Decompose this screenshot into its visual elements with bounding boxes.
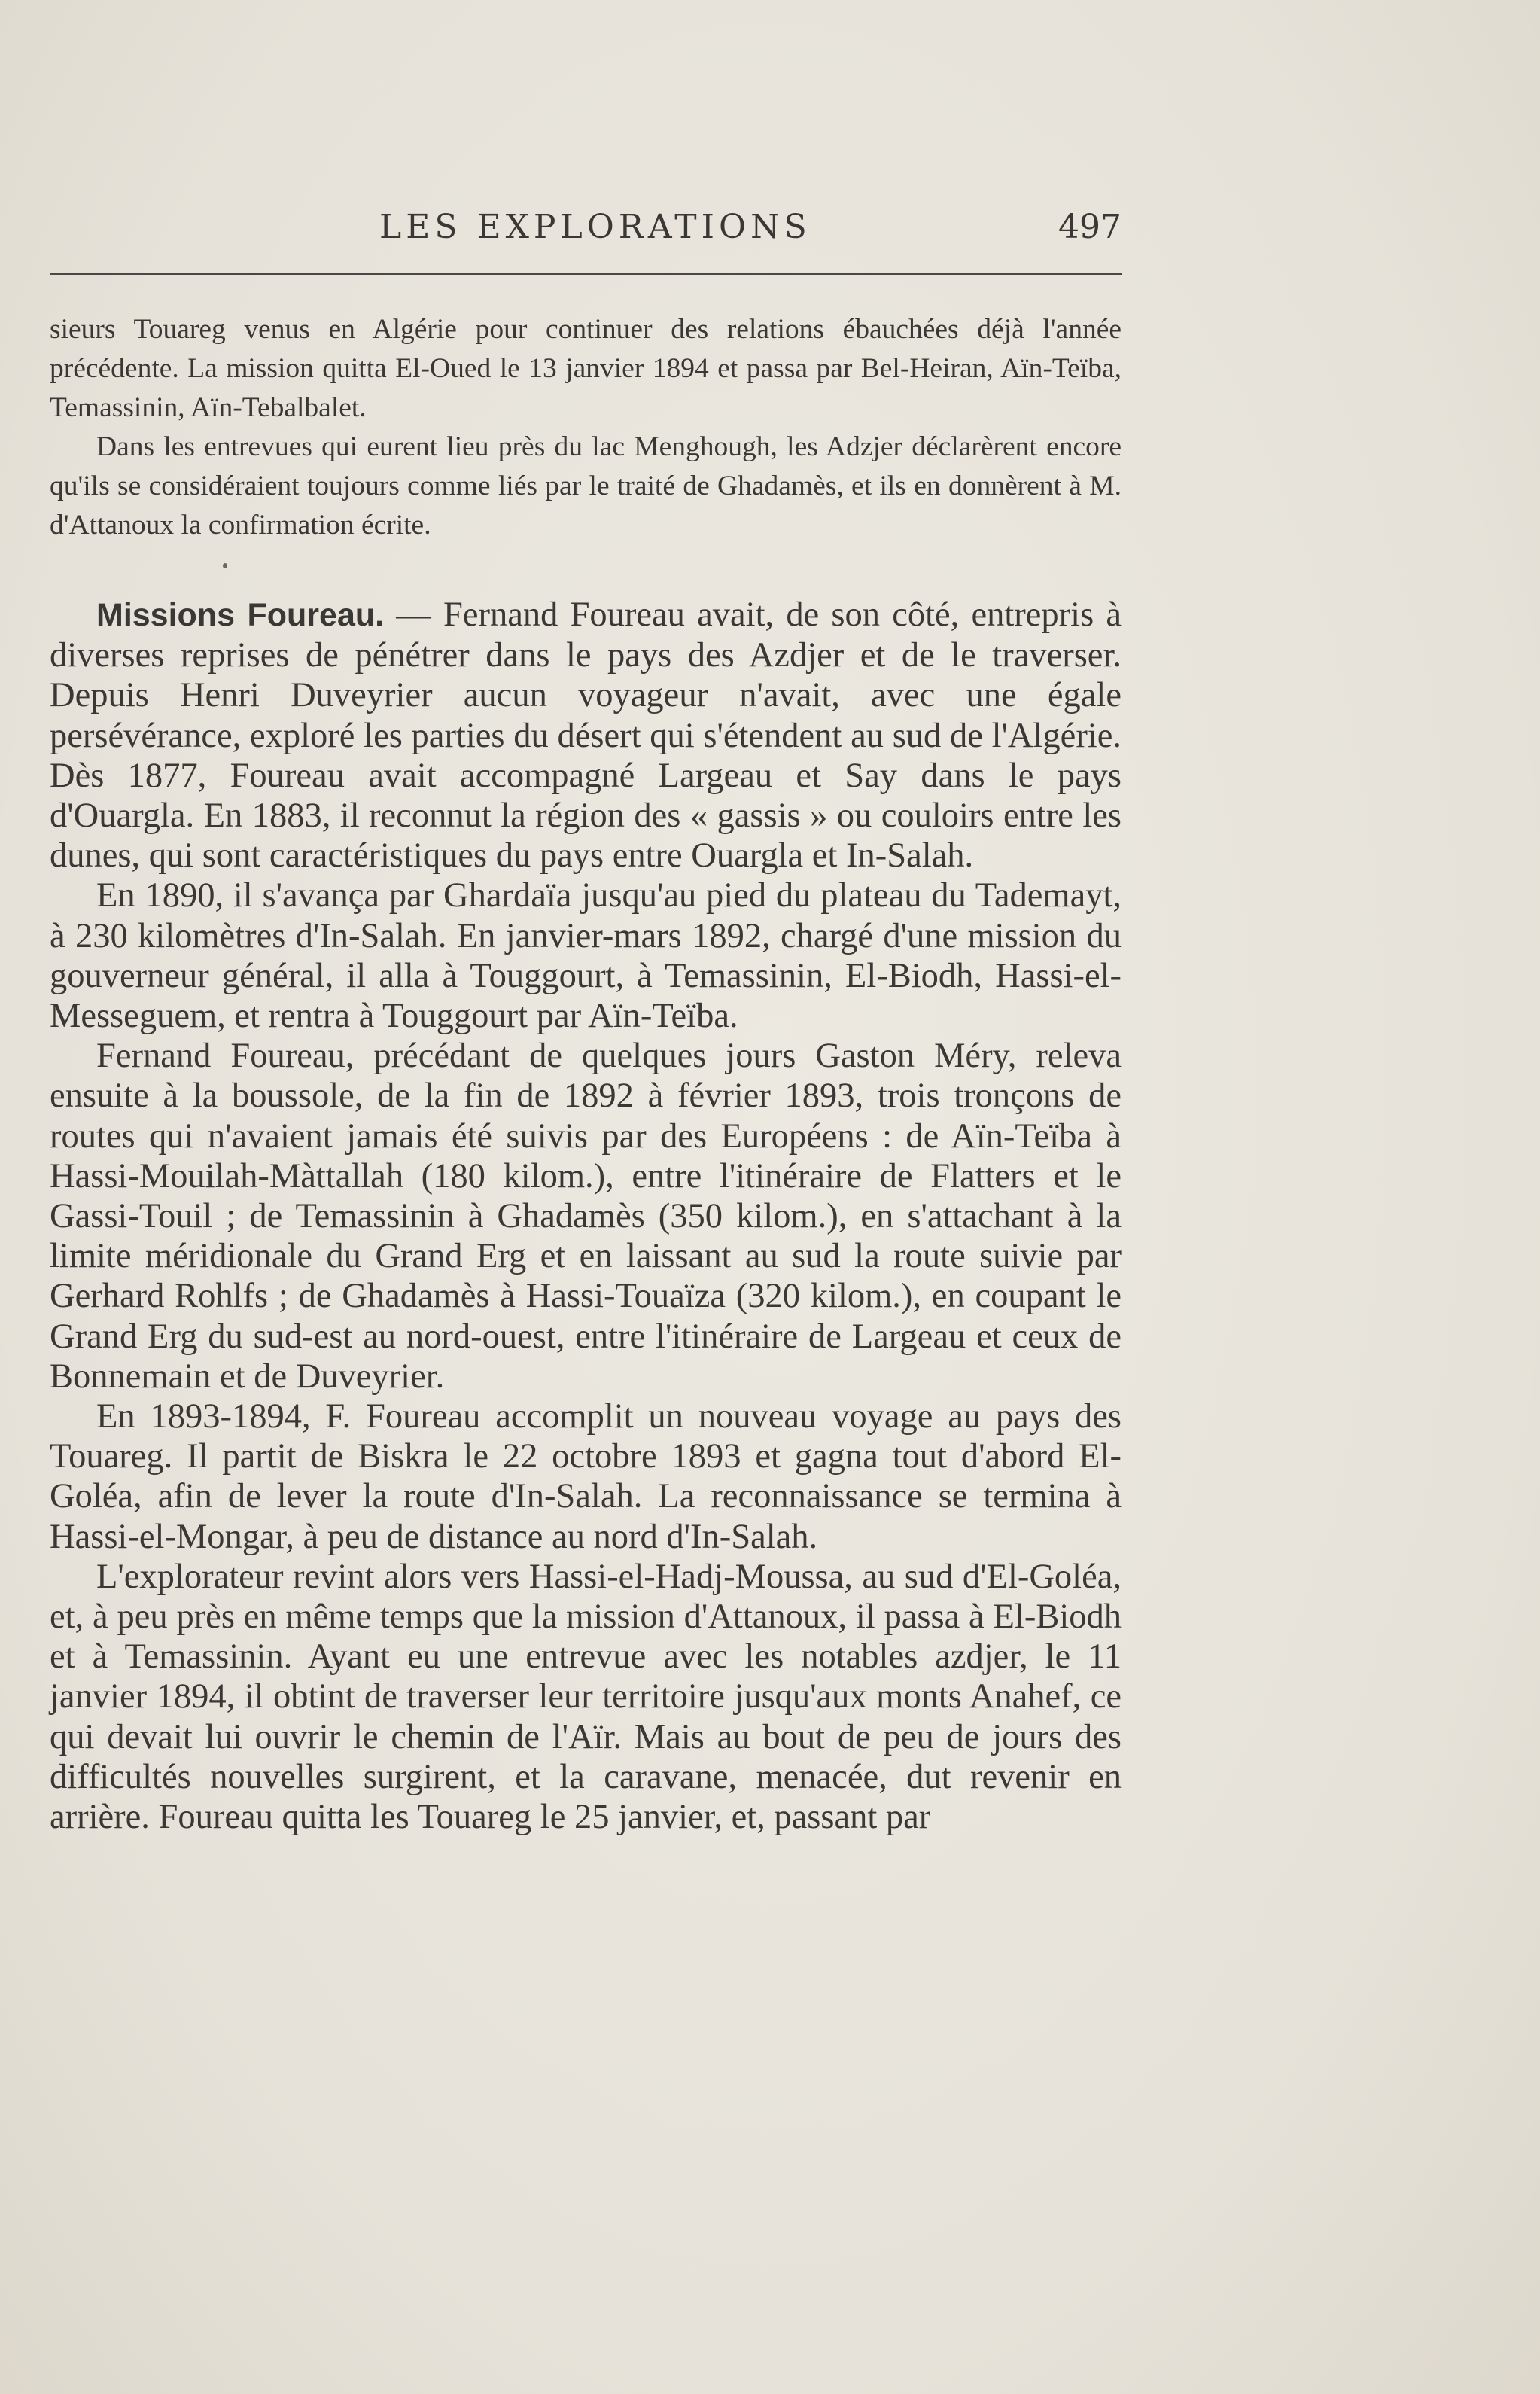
section-paragraph-2: En 1890, il s'avança par Ghardaïa jusqu'au pied du plateau du Tademayt, à 230 kilomètres d'In-Salah. En janvier-mars 1892, chargé d'une mission du gouverneur général, il alla à Touggourt, à Temassinin, El-Biodh, Hassi-el-Messeguem, et rentra à Touggourt par Aïn-Teïba. — [50, 876, 1122, 1036]
running-title: LES EXPLORATIONS — [379, 208, 811, 246]
intro-paragraph-1: sieurs Touareg venus en Algérie pour continuer des relations ébauchées déjà l'année précédente. La mission quitta El-Oued le 13 janvier 1894 et passa par Bel-Heiran, Aïn-Teïba, Temassinin, Aïn-Tebalbalet. — [50, 314, 1122, 423]
section-heading: Missions Foureau. — [96, 597, 385, 633]
intro-text-block — [50, 310, 1122, 545]
section-paragraph-3: Fernand Foureau, précédant de quelques jours Gaston Méry, releva ensuite à la boussole, de la fin de 1892 à février 1893, trois tronçons de routes qui n'avaient jamais été suivis par des Européens : de Aïn-Teïba à Hassi-Mouilah-Màttallah (180 kilom.), entre l'itinéraire de Flatters et le Gassi-Touil ; de Temassinin à Ghadamès (350 kilom.), en s'attachant à la limite méridionale du Grand Erg et en laissant au sud la route suivie par Gerhard Rohlfs ; de Ghadamès à Hassi-Touaïza (320 kilom.), en coupant le Grand Erg du sud-est au nord-ouest, entre l'itinéraire de Largeau et ceux de Bonnemain et de Duveyrier. — [50, 1037, 1122, 1396]
section-paragraph-4: En 1893-1894, F. Foureau accomplit un nouveau voyage au pays des Touareg. Il partit de Biskra le 22 octobre 1893 et gagna tout d'abord El-Goléa, afin de lever la route d'In-Salah. La reconnaissance se termina à Hassi-el-Mongar, à peu de distance au nord d'In-Salah. — [50, 1397, 1122, 1556]
intro-paragraph-2: Dans les entrevues qui eurent lieu près du lac Menghough, les Adzjer déclarèrent encore qu'ils se considéraient toujours comme liés par le traité de Ghadamès, et ils en donnèrent à M. d'Attanoux la confirmation écrite. — [50, 431, 1122, 541]
page-header — [50, 208, 1122, 253]
section-paragraph-1-text: — Fernand Foureau avait, de son côté, entrepris à diverses reprises de pénétrer dans le pays des Azdjer et de le traverser. Depuis Henri Duveyrier aucun voyageur n'avait, avec une égale persévérance, exploré les parties du désert qui s'étendent au sud de l'Algérie. Dès 1877, Foureau avait accompagné Largeau et Say dans le pays d'Ouargla. En 1883, il reconnut la région des « gassis » ou couloirs entre les dunes, qui sont caractéristiques du pays entre Ouargla et In-Salah. — [50, 595, 1122, 876]
section-paragraph-1 — [50, 595, 1122, 876]
ink-speck — [223, 563, 227, 568]
header-rule — [50, 273, 1122, 275]
section-text-block — [50, 595, 1122, 1837]
section-paragraph-5: L'explorateur revint alors vers Hassi-el-Hadj-Moussa, au sud d'El-Goléa, et, à peu près en même temps que la mission d'Attanoux, il passa à El-Biodh et à Temassinin. Ayant eu une entrevue avec les notables azdjer, le 11 janvier 1894, il obtint de traverser leur territoire jusqu'aux monts Anahef, ce qui devait lui ouvrir le chemin de l'Aïr. Mais au bout de peu de jours des difficultés nouvelles surgirent, et la caravane, menacée, dut revenir en arrière. Foureau quitta les Touareg le 25 janvier, et, passant par — [50, 1557, 1122, 1837]
page-number: 497 — [1058, 208, 1122, 246]
